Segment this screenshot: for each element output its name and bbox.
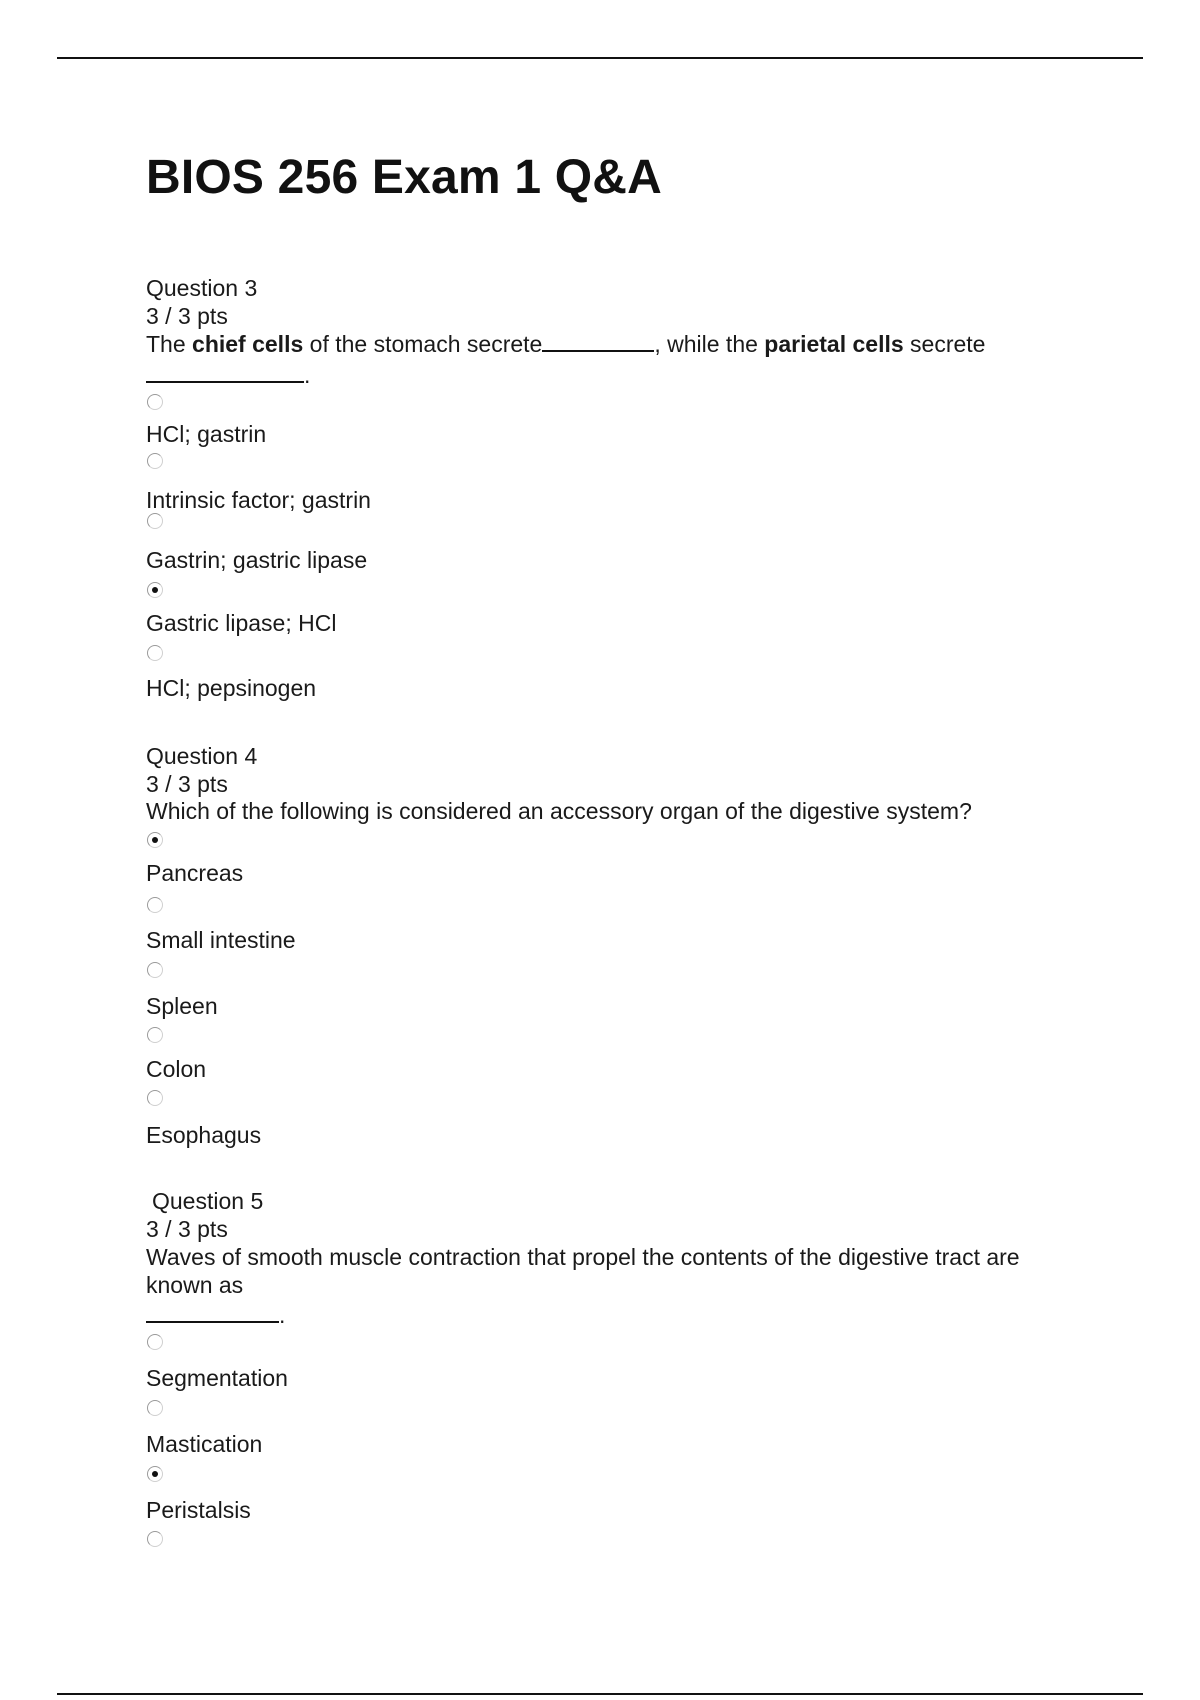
option-label: Mastication bbox=[146, 1431, 263, 1457]
question-text bbox=[146, 330, 985, 358]
radio-option-selected[interactable] bbox=[147, 832, 163, 848]
question-text-part: , while the bbox=[654, 331, 765, 357]
question-points: 3 / 3 pts bbox=[146, 303, 228, 329]
option-label: Esophagus bbox=[146, 1122, 262, 1148]
answer-blank bbox=[146, 361, 304, 383]
footer-rule bbox=[57, 1693, 1143, 1695]
question-text-line: Waves of smooth muscle contraction that propel the contents of the digestive tract are bbox=[146, 1244, 1020, 1270]
question-text-bold: chief cells bbox=[192, 331, 304, 357]
blank-period: . bbox=[279, 1302, 286, 1328]
radio-option[interactable] bbox=[147, 1027, 163, 1043]
radio-option-selected[interactable] bbox=[147, 1466, 163, 1482]
radio-option[interactable] bbox=[147, 897, 163, 913]
question-points: 3 / 3 pts bbox=[146, 771, 228, 797]
radio-option[interactable] bbox=[147, 1334, 163, 1350]
question-label: Question 5 bbox=[152, 1188, 264, 1214]
radio-selected-dot bbox=[152, 837, 158, 843]
question-text-part: of the stomach secrete bbox=[303, 331, 543, 357]
radio-option[interactable] bbox=[147, 394, 163, 410]
option-label: HCl; pepsinogen bbox=[146, 675, 317, 701]
answer-blank bbox=[146, 1301, 279, 1323]
option-label: Intrinsic factor; gastrin bbox=[146, 487, 371, 513]
question-label: Question 3 bbox=[146, 275, 258, 301]
question-text: Which of the following is considered an accessory organ of the digestive system? bbox=[146, 798, 972, 824]
radio-option[interactable] bbox=[147, 962, 163, 978]
answer-blank bbox=[542, 330, 654, 352]
header-rule bbox=[57, 57, 1143, 59]
radio-option[interactable] bbox=[147, 453, 163, 469]
option-label: Gastric lipase; HCl bbox=[146, 610, 337, 636]
question-label: Question 4 bbox=[146, 743, 258, 769]
option-label: HCl; gastrin bbox=[146, 421, 267, 447]
question-text-part: secrete bbox=[903, 331, 986, 357]
radio-option[interactable] bbox=[147, 1531, 163, 1547]
answer-blank-line bbox=[146, 361, 310, 389]
radio-option[interactable] bbox=[147, 1090, 163, 1106]
option-label: Colon bbox=[146, 1056, 207, 1082]
radio-option-selected[interactable] bbox=[147, 582, 163, 598]
option-label: Small intestine bbox=[146, 927, 296, 953]
question-text-line: known as bbox=[146, 1272, 244, 1298]
answer-blank-line bbox=[146, 1301, 285, 1329]
option-label: Pancreas bbox=[146, 860, 244, 886]
option-label: Gastrin; gastric lipase bbox=[146, 547, 368, 573]
radio-option[interactable] bbox=[147, 645, 163, 661]
radio-selected-dot bbox=[152, 587, 158, 593]
option-label: Spleen bbox=[146, 993, 218, 1019]
radio-option[interactable] bbox=[147, 513, 163, 529]
question-text-part: The bbox=[146, 331, 193, 357]
radio-selected-dot bbox=[152, 1471, 158, 1477]
option-label: Segmentation bbox=[146, 1365, 288, 1391]
option-label: Peristalsis bbox=[146, 1497, 251, 1523]
question-text-bold: parietal cells bbox=[764, 331, 904, 357]
document-title: BIOS 256 Exam 1 Q&A bbox=[146, 151, 663, 204]
radio-option[interactable] bbox=[147, 1400, 163, 1416]
blank-period: . bbox=[304, 362, 311, 388]
question-points: 3 / 3 pts bbox=[146, 1216, 228, 1242]
